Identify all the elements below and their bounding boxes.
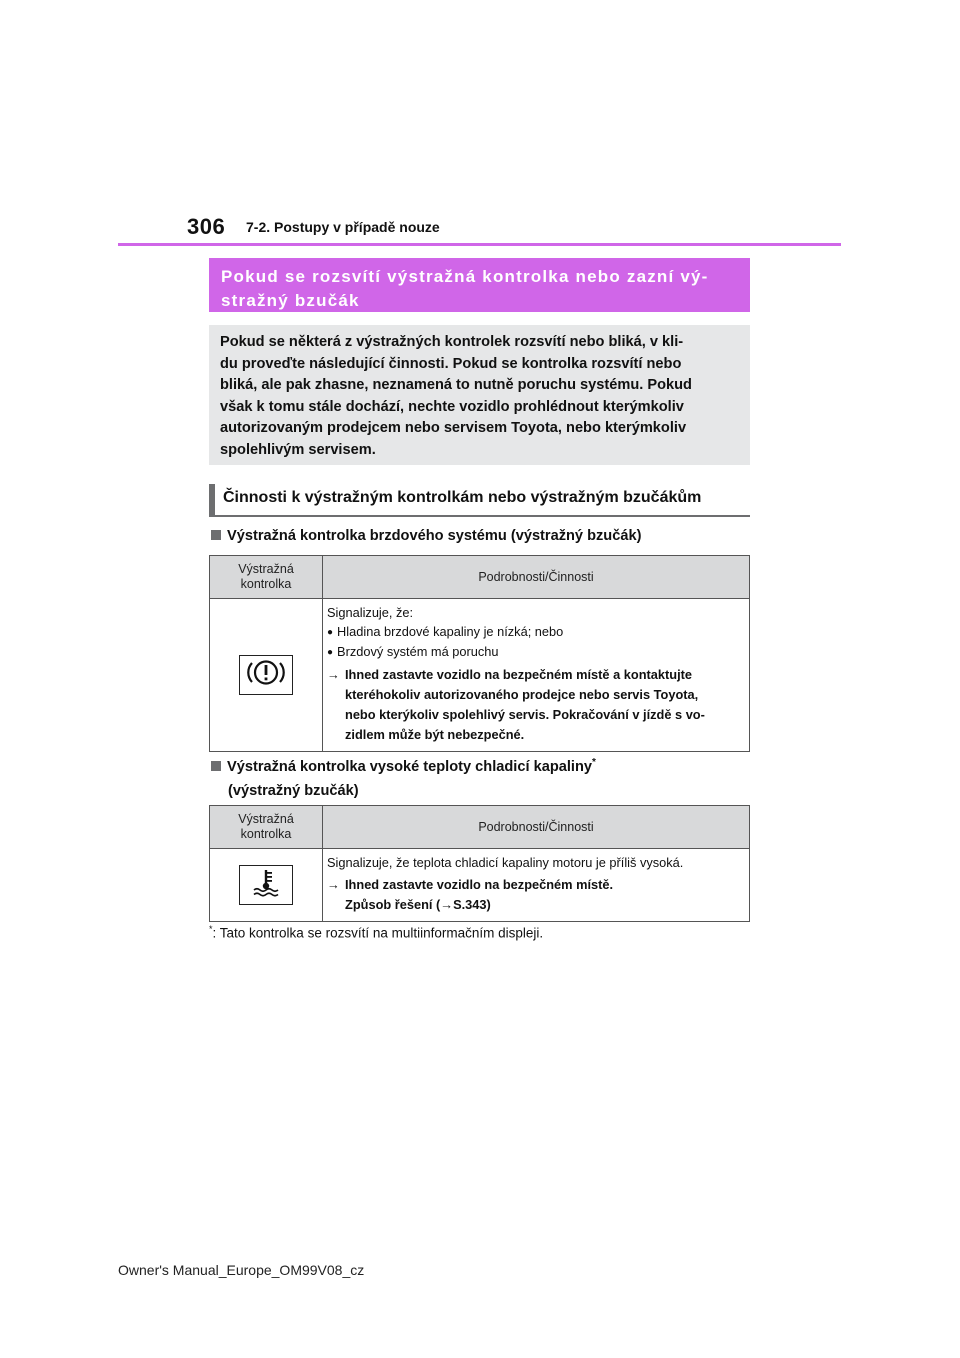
table-row	[210, 849, 750, 922]
brake-heading-text: Výstražná kontrolka brzdového systému (výstražný bzučák)	[227, 528, 642, 544]
coolant-heading-text: Výstražná kontrolka vysoké teploty chladicí kapaliny	[227, 758, 592, 775]
list-item: ● Hladina brzdové kapaliny je nízká; nebo	[327, 622, 747, 642]
solution-reference: Způsob řešení (→S.343)	[345, 897, 491, 912]
intro-line: du proveďte následující činnosti. Pokud se kontrolka rozsvítí nebo	[220, 355, 682, 372]
col-warning-light-header: Výstražná kontrolka	[210, 556, 323, 599]
coolant-heading	[211, 752, 596, 802]
footnote-text: : Tato kontrolka se rozsvítí na multiinformačním displeji.	[212, 925, 544, 941]
header-rule	[118, 243, 841, 246]
arrow-icon: →	[440, 897, 454, 912]
intro-line: bliká, ale pak zhasne, neznamená to nutně poruchu systému. Pokud	[220, 377, 692, 393]
icon-cell	[210, 599, 323, 752]
square-bullet-icon	[211, 530, 221, 540]
brake-warning-table	[209, 555, 750, 752]
col-details-header: Podrobnosti/Činnosti	[323, 556, 750, 599]
title-banner	[209, 258, 750, 312]
coolant-temperature-icon	[239, 865, 293, 905]
intro-line: autorizovaným prodejcem nebo servisem Toyota, nebo kterýmkoliv	[220, 420, 687, 436]
banner-line-2: stražný bzučák	[221, 291, 360, 310]
coolant-warning-table	[209, 805, 750, 922]
brake-heading	[211, 526, 641, 547]
details-cell	[323, 849, 750, 922]
page-number: 306	[187, 214, 226, 239]
action-text: → Ihned zastavte vozidlo na bezpečném místě.	[327, 875, 747, 895]
details-cell	[323, 599, 750, 752]
signal-intro: Signalizuje, že:	[327, 605, 414, 620]
intro-line: však k tomu stále dochází, nechte vozidlo prohlédnout kterýmkoliv	[220, 398, 684, 415]
col-details-header: Podrobnosti/Činnosti	[323, 806, 750, 849]
table-row	[210, 599, 750, 752]
footer-manual-id: Owner's Manual_Europe_OM99V08_cz	[118, 1262, 365, 1278]
footnote-mark: *	[209, 924, 213, 934]
footnote	[209, 924, 543, 941]
intro-box	[209, 325, 750, 465]
brake-warning-icon	[239, 655, 293, 695]
coolant-heading-line-2: (výstražný bzučák)	[228, 782, 359, 799]
list-item: ● Brzdový systém má poruchu	[327, 642, 747, 662]
square-bullet-icon	[211, 761, 221, 771]
intro-line: Pokud se některá z výstražných kontrolek rozsvítí nebo bliká, v kli-	[220, 334, 684, 350]
footnote-mark: *	[592, 757, 596, 768]
sub-heading: Činnosti k výstražným kontrolkám nebo výstražným bzučákům	[209, 484, 750, 517]
banner-line-1: Pokud se rozsvítí výstražná kontrolka nebo zazní vý-	[221, 267, 709, 286]
section-title: 7-2. Postupy v případě nouze	[246, 219, 440, 235]
arrow-icon: →	[327, 877, 340, 892]
icon-cell	[210, 849, 323, 922]
signal-intro: Signalizuje, že teplota chladicí kapaliny motoru je příliš vysoká.	[327, 855, 684, 870]
table-header-row	[210, 556, 750, 599]
intro-line: spolehlivým servisem.	[220, 441, 376, 458]
action-text: → Ihned zastavte vozidlo na bezpečném místě a kontaktujte kteréhokoliv autorizovaného prodejce nebo servis Toyota, nebo kterýkoliv spolehlivý servis. Pokračování v jízdě s vo- zidlem může být nebezpečné.	[327, 667, 705, 742]
col-warning-light-header: Výstražná kontrolka	[210, 806, 323, 849]
table-header-row	[210, 806, 750, 849]
arrow-icon: →	[327, 667, 340, 682]
